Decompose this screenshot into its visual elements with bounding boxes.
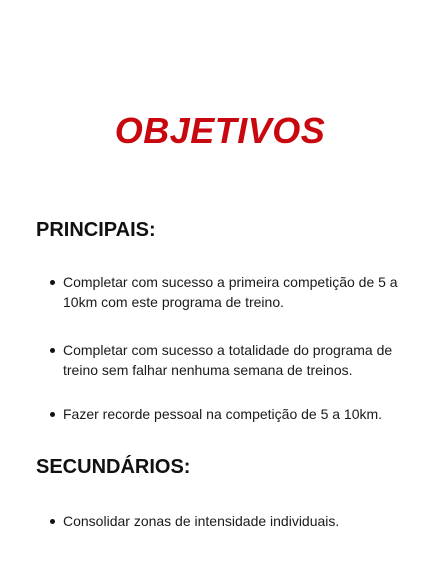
list-item-text: Completar com sucesso a totalidade do programa de treino sem falhar nenhuma semana de treinos. (63, 342, 393, 378)
bullet-icon (50, 280, 55, 285)
list-item (47, 340, 402, 380)
list-item-text: Fazer recorde pessoal na competição de 5 a 10km. (63, 406, 383, 422)
page-title: OBJETIVOS (114, 110, 326, 151)
bullet-icon (50, 519, 55, 524)
list-item-text: Consolidar zonas de intensidade individuais. (63, 513, 340, 529)
list-item (47, 511, 402, 531)
list-item (47, 404, 402, 424)
list-item-text: Completar com sucesso a primeira competição de 5 a 10km com este programa de treino. (63, 274, 398, 310)
bullet-icon (50, 412, 55, 417)
list-item (47, 272, 402, 312)
bullet-icon (50, 348, 55, 353)
section-heading-principais: PRINCIPAIS: (36, 219, 156, 241)
section-heading-secundarios: SECUNDÁRIOS: (36, 456, 191, 478)
